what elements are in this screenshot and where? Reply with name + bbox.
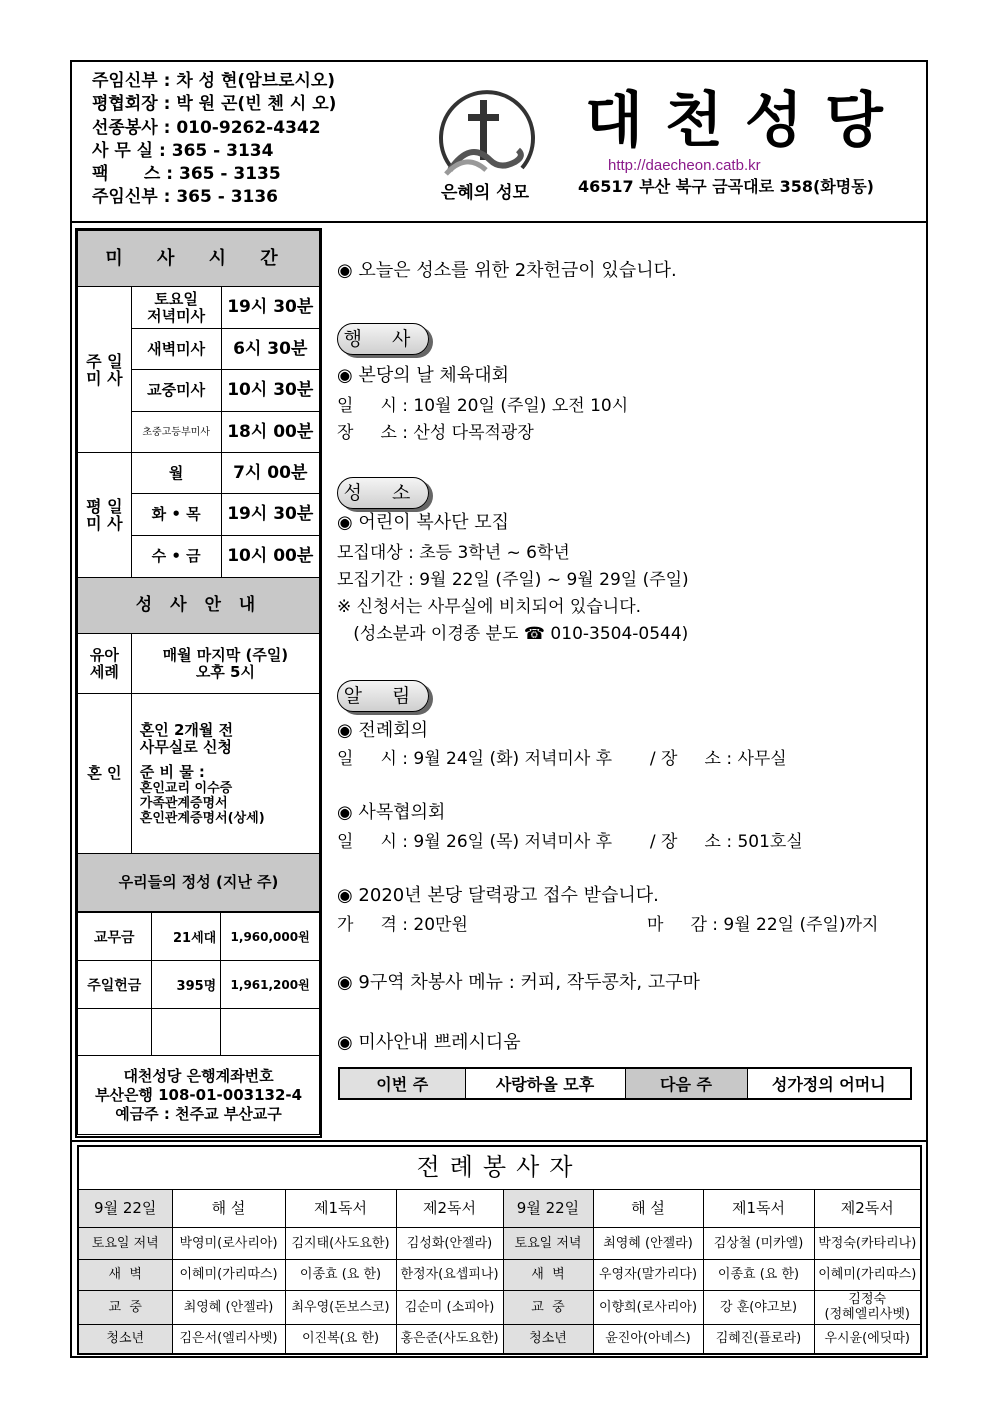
vocation-contact: (성소분과 이경종 분도 ☎ 010-3504-0544) [337,624,689,644]
server-name: 최영혜 (안젤라) [172,1290,285,1324]
date-header: 9월 22일 [78,1189,172,1227]
mass-time: 10시 00분 [221,536,319,578]
date-header: 9월 22일 [503,1189,593,1227]
info-line: 주임신부 : 차 성 현(암브로시오) [92,71,336,91]
server-name: 우시윤(에딧따) [814,1324,921,1354]
server-name: 강 훈(야고보) [703,1290,814,1324]
server-name: 이혜미(가리따스) [814,1259,921,1290]
server-name: 김혜진(플로라) [703,1324,814,1354]
col-header: 제1독서 [703,1189,814,1227]
server-name: 김순미 (소피아) [396,1290,503,1324]
contact-info [92,70,336,210]
mass-label: 토요일 저녁 [78,1227,172,1259]
col-header: 제1독서 [285,1189,396,1227]
server-name: 이종효 (요 한) [285,1259,396,1290]
baptism-label: 유아 세례 [78,634,132,694]
notice-detail: 일 시 : 9월 24일 (화) 저녁미사 후 / 장 소 : 사무실 [337,749,787,769]
section-tag-event: 행 사 [337,323,429,355]
baptism-text: 매월 마지막 (주일) 오후 5시 [131,634,319,694]
mass-label: 청소년 [503,1324,593,1354]
offering-count: 395명 [151,961,221,1009]
col-header: 제2독서 [814,1189,921,1227]
liturgy-servers-table [77,1145,922,1355]
server-name: 윤진아(아녜스) [593,1324,703,1354]
bank-account: 대천성당 은행계좌번호 부산은행 108-01-003132-4 예금주 : 천주교 부산교구 [78,1056,320,1135]
cross-wave-icon [430,90,540,180]
mass-name: 화 • 목 [131,494,221,536]
event-title: ◉ 본당의 날 체육대회 [337,365,509,386]
church-logo [430,90,540,210]
col-header: 해 설 [593,1189,703,1227]
mass-time: 7시 00분 [221,453,319,494]
server-name: 이혜미(가리따스) [172,1259,285,1290]
server-name: 박정숙(카타리나) [814,1227,921,1259]
info-line: 팩 스 : 365 - 3135 [92,164,281,185]
mass-name: 토요일 저녁미사 [131,287,221,329]
table-row [78,1290,921,1324]
info-line: 평협회장 : 박 원 곤(빈 첸 시 오) [92,94,337,115]
sunday-label: 주 일 미 사 [78,287,132,453]
marriage-docs: 혼인교리 이수증 가족관계증명서 혼인관계증명서(상세) [139,780,265,826]
info-line: 주임신부 : 365 - 3136 [92,187,279,208]
mass-name: 초중고등부미사 [131,412,221,453]
col-header: 해 설 [172,1189,285,1227]
table-row [78,1259,921,1290]
mass-label: 새 벽 [78,1259,172,1290]
info-line: 사 무 실 : 365 - 3134 [92,140,274,161]
this-week-value: 사랑하올 모후 [465,1068,625,1099]
mass-label: 교 중 [78,1290,172,1324]
event-time: 일 시 : 10월 20일 (주일) 오전 10시 [337,396,629,416]
server-name: 김지태(사도요한) [285,1227,396,1259]
server-name: 홍은준(사도요한) [396,1324,503,1354]
mass-name: 교중미사 [131,370,221,412]
marriage-label: 혼 인 [78,694,132,854]
offering-amount: 1,961,200원 [221,961,320,1009]
mass-schedule-table [77,230,320,912]
server-name: 최우영(돈보스코) [285,1290,396,1324]
server-name: 박영미(로사리아) [172,1227,285,1259]
mass-time: 10시 30분 [221,370,319,412]
mass-time: 6시 30분 [221,329,319,370]
praesidium-table [338,1067,912,1100]
section-tag-notice: 알 림 [337,680,429,712]
vocation-note: ※ 신청서는 사무실에 비치되어 있습니다. [337,597,642,617]
section-tag-vocation: 성 소 [337,477,429,509]
notice-title: ◉ 9구역 차봉사 메뉴 : 커피, 작두콩차, 고구마 [337,972,700,993]
mass-name: 수 • 금 [131,536,221,578]
mass-name: 새벽미사 [131,329,221,370]
notice-intro: ◉ 오늘은 성소를 위한 2차헌금이 있습니다. [337,260,677,281]
offering-name: 교무금 [78,913,152,961]
vocation-title: ◉ 어린이 복사단 모집 [337,512,509,533]
offering-table [77,912,320,1135]
mass-label: 새 벽 [503,1259,593,1290]
this-week-label: 이번 주 [339,1068,465,1099]
server-name: 김성화(안젤라) [396,1227,503,1259]
weekday-label: 평 일 미 사 [78,453,132,578]
table-row [78,1324,921,1354]
address: 46517 부산 북구 금곡대로 358(화명동) [578,177,874,196]
divider [70,221,928,223]
vocation-period: 모집기간 : 9월 22일 (주일) ~ 9월 29일 (주일) [337,570,689,590]
server-name: 이종효 (요 한) [703,1259,814,1290]
next-week-label: 다음 주 [625,1068,747,1099]
next-week-value: 성가정의 어머니 [747,1068,911,1099]
website-link[interactable]: http://daecheon.catb.kr [608,157,761,174]
server-name: 한정자(요셉피나) [396,1259,503,1290]
offering-title: 우리들의 정성 (지난 주) [78,854,320,912]
left-sidebar [75,228,322,1138]
offering-amount: 1,960,000원 [221,913,320,961]
mass-time: 18시 00분 [221,412,319,453]
marriage-text: 혼인 2개월 전 사무실로 신청 [139,720,234,756]
notice-detail: 일 시 : 9월 26일 (목) 저녁미사 후 / 장 소 : 501호실 [337,832,803,852]
notice-price: 가 격 : 20만원 [337,915,468,935]
notice-deadline: 마 감 : 9월 22일 (주일)까지 [647,915,879,935]
server-name: 김상철 (미카엘) [703,1227,814,1259]
info-line: 선종봉사 : 010-9262-4342 [92,117,321,138]
mass-title: 미 사 시 간 [78,231,320,287]
notice-title: ◉ 사목협의회 [337,802,446,823]
notice-title: ◉ 전례회의 [337,720,428,741]
divider [70,1140,928,1142]
marriage-prep-label: 준 비 물 : [139,762,205,781]
logo-caption: 은혜의 성모 [440,183,530,203]
server-name: 김은서(엘리사벳) [172,1324,285,1354]
notice-title: ◉ 미사안내 쁘레시디움 [337,1032,521,1053]
notice-title: ◉ 2020년 본당 달력광고 접수 받습니다. [337,885,659,906]
server-name: 이진복(요 한) [285,1324,396,1354]
event-place: 장 소 : 산성 다목적광장 [337,423,534,443]
mass-time: 19시 30분 [221,494,319,536]
mass-label: 청소년 [78,1324,172,1354]
sacrament-title: 성 사 안 내 [78,578,320,634]
church-title: 대천성당 [585,86,905,156]
mass-label: 토요일 저녁 [503,1227,593,1259]
servers-title: 전례봉사자 [78,1146,921,1189]
mass-label: 교 중 [503,1290,593,1324]
offering-name: 주일헌금 [78,961,152,1009]
vocation-target: 모집대상 : 초등 3학년 ~ 6학년 [337,543,570,563]
mass-time: 19시 30분 [221,287,319,329]
mass-name: 월 [131,453,221,494]
offering-count: 21세대 [151,913,221,961]
col-header: 제2독서 [396,1189,503,1227]
server-name: 이향희(로사리아) [593,1290,703,1324]
server-name: 최영혜 (안젤라) [593,1227,703,1259]
server-name: 김정숙 (정혜엘리사벳) [814,1290,921,1324]
server-name: 우영자(말가리다) [593,1259,703,1290]
table-row [78,1227,921,1259]
